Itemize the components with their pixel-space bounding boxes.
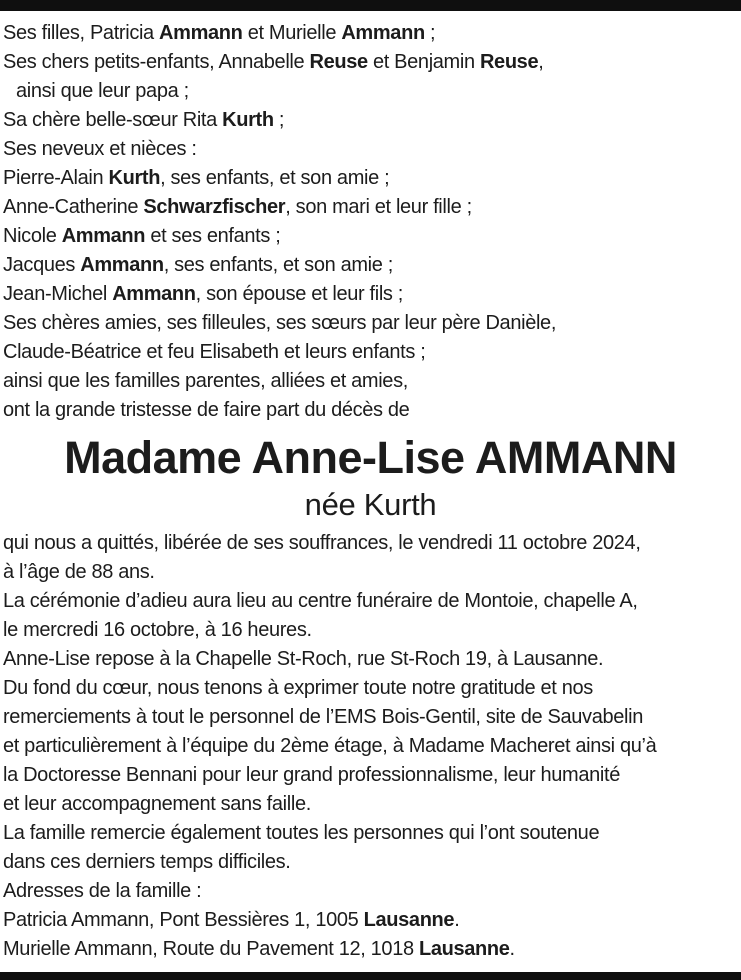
- name-emphasis: Reuse: [479, 51, 539, 73]
- text-segment: remerciements à tout le personnel de l’EMS Bois-Gentil, site de Sauvabelin: [3, 706, 643, 728]
- text-segment: Ses chères amies, ses filleules, ses sœurs par leur père Danièle,: [3, 312, 557, 334]
- notice-line: [3, 587, 741, 616]
- text-segment: et Murielle: [242, 22, 342, 44]
- notice-line: [3, 877, 741, 906]
- name-emphasis: Ammann: [159, 22, 243, 44]
- top-border-bar: [0, 0, 741, 11]
- notice-line: [3, 251, 741, 280]
- notice-line: [3, 819, 741, 848]
- text-segment: Ses filles, Patricia: [3, 22, 160, 44]
- notice-line: [3, 790, 741, 819]
- notice-line: [3, 367, 741, 396]
- notice-line: [3, 906, 741, 935]
- name-emphasis: Ammann: [80, 254, 164, 276]
- text-segment: Du fond du cœur, nous tenons à exprimer toute notre gratitude et nos: [3, 677, 593, 699]
- text-segment: Ses neveux et nièces :: [3, 138, 197, 160]
- notice-line: [3, 135, 741, 164]
- notice-line: [3, 396, 741, 425]
- text-segment: La cérémonie d’adieu aura lieu au centre funéraire de Montoie, chapelle A,: [3, 590, 638, 612]
- text-segment: et ses enfants ;: [145, 225, 281, 247]
- text-segment: Ses chers petits-enfants, Annabelle: [3, 51, 310, 73]
- name-emphasis: Ammann: [341, 22, 425, 44]
- name-emphasis: Lausanne: [363, 909, 455, 931]
- text-segment: .: [509, 938, 515, 960]
- text-segment: la Doctoresse Bennani pour leur grand professionnalisme, leur humanité: [3, 764, 620, 786]
- text-segment: Jacques: [3, 254, 81, 276]
- text-segment: qui nous a quittés, libérée de ses souffrances, le vendredi 11 octobre 2024,: [3, 532, 641, 554]
- text-segment: Anne-Lise repose à la Chapelle St-Roch, rue St-Roch 19, à Lausanne.: [3, 648, 604, 670]
- text-segment: ainsi que leur papa ;: [16, 80, 189, 102]
- notice-line: [3, 732, 741, 761]
- notice-line: [3, 48, 741, 77]
- text-segment: ont la grande tristesse de faire part du décès de: [3, 399, 410, 421]
- text-segment: et Benjamin: [367, 51, 480, 73]
- name-emphasis: Reuse: [309, 51, 368, 73]
- notice-line: [3, 106, 741, 135]
- notice-line: [3, 77, 741, 106]
- notice-line: [3, 761, 741, 790]
- notice-line: [3, 309, 741, 338]
- bottom-border-bar: [0, 972, 741, 980]
- name-emphasis: Ammann: [112, 283, 196, 305]
- notice-line: [3, 674, 741, 703]
- text-segment: Nicole: [3, 225, 62, 247]
- text-segment: Jean-Michel: [3, 283, 113, 305]
- deceased-name-title: Madame Anne-Lise AMMANN: [64, 432, 677, 483]
- text-segment: dans ces derniers temps difficiles.: [3, 851, 291, 873]
- text-segment: , son mari et leur fille ;: [285, 196, 472, 218]
- notice-line: [3, 164, 741, 193]
- text-segment: à l’âge de 88 ans.: [3, 561, 155, 583]
- name-emphasis: Schwarzfischer: [143, 196, 286, 218]
- text-segment: Anne-Catherine: [3, 196, 144, 218]
- notice-line: [3, 19, 741, 48]
- text-segment: , son épouse et leur fils ;: [195, 283, 403, 305]
- relatives-section: [3, 19, 741, 425]
- notice-line: [3, 222, 741, 251]
- name-emphasis: Lausanne: [418, 938, 510, 960]
- details-section: [3, 529, 741, 964]
- text-segment: Claude-Béatrice et feu Elisabeth et leurs enfants ;: [3, 341, 426, 363]
- name-emphasis: Ammann: [61, 225, 146, 247]
- text-segment: , ses enfants, et son amie ;: [160, 167, 390, 189]
- text-segment: La famille remercie également toutes les personnes qui l’ont soutenue: [3, 822, 600, 844]
- notice-line: [3, 935, 741, 964]
- text-segment: Pierre-Alain: [3, 167, 109, 189]
- text-segment: Sa chère belle-sœur Rita: [3, 109, 223, 131]
- text-segment: .: [454, 909, 460, 931]
- text-segment: et particulièrement à l’équipe du 2ème étage, à Madame Macheret ainsi qu’à: [3, 735, 657, 757]
- text-segment: ;: [273, 109, 285, 131]
- obituary-notice: [0, 11, 741, 964]
- text-segment: Murielle Ammann, Route du Pavement 12, 1018: [3, 938, 419, 960]
- text-segment: Adresses de la famille :: [3, 880, 202, 902]
- notice-line: [3, 529, 741, 558]
- notice-line: [3, 280, 741, 309]
- notice-line: [3, 338, 741, 367]
- notice-line: [3, 645, 741, 674]
- text-segment: ;: [424, 22, 436, 44]
- text-segment: Patricia Ammann, Pont Bessières 1, 1005: [3, 909, 364, 931]
- notice-line: [3, 193, 741, 222]
- text-segment: , ses enfants, et son amie ;: [163, 254, 393, 276]
- notice-line: [3, 848, 741, 877]
- name-emphasis: Kurth: [108, 167, 161, 189]
- maiden-name-subtitle: née Kurth: [304, 487, 437, 522]
- name-emphasis: Kurth: [222, 109, 274, 131]
- notice-line: [3, 558, 741, 587]
- notice-line: [3, 703, 741, 732]
- text-segment: ,: [538, 51, 544, 73]
- notice-line: [3, 616, 741, 645]
- text-segment: et leur accompagnement sans faille.: [3, 793, 311, 815]
- text-segment: le mercredi 16 octobre, à 16 heures.: [3, 619, 312, 641]
- text-segment: ainsi que les familles parentes, alliées et amies,: [3, 370, 408, 392]
